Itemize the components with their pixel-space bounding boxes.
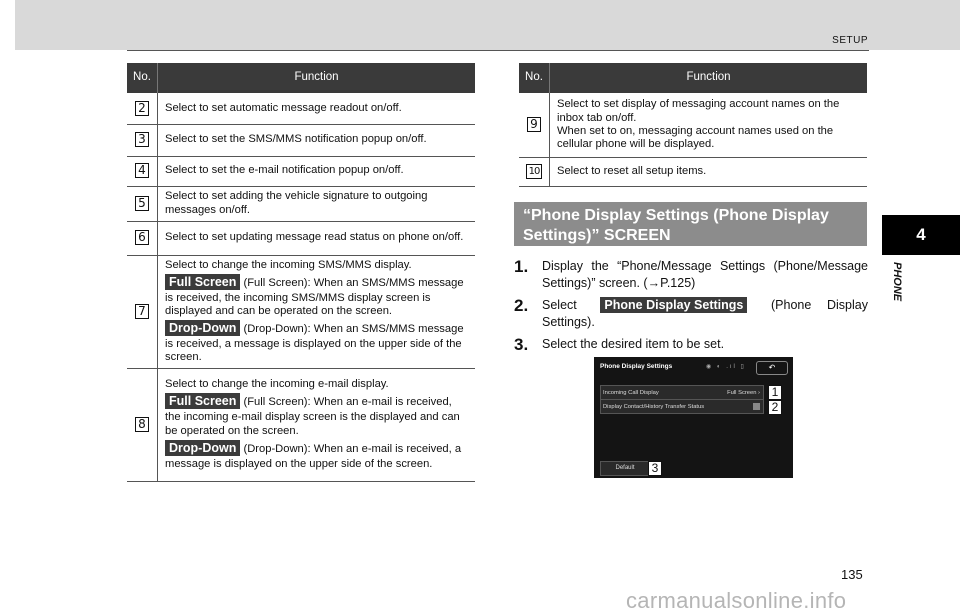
row-text: Select to set automatic message readout on/off. — [158, 93, 476, 124]
top-gray-bar — [15, 0, 960, 50]
step-number: 2. — [514, 296, 529, 315]
column-header-function: Function — [158, 63, 476, 93]
row-text: Select to set the e-mail notification popup on/off. — [158, 156, 476, 186]
row-label: Display Contact/History Transfer Status — [603, 404, 705, 410]
table-row — [127, 156, 475, 186]
option-text: (Drop-Down): When an SMS/MMS message is received, a message is displayed on the upper side of the screen. — [165, 323, 464, 364]
step-number: 1. — [514, 257, 529, 276]
display-transfer-status-row[interactable] — [600, 399, 764, 414]
status-icons: ◉ ◐ .ıl ▯ — [706, 364, 746, 370]
step-post: (Phone Display Settings). — [542, 298, 868, 329]
drop-down-button: Drop-Down — [165, 440, 240, 456]
row-text: Select to set the SMS/MMS notification popup on/off. — [158, 124, 476, 156]
callout-3: 3 — [648, 461, 662, 476]
checkbox-icon[interactable] — [753, 403, 760, 410]
option-text: (Full Screen): When an e-mail is received, the incoming e-mail display screen is the displayed and can be operated on the screen. — [165, 396, 460, 437]
step-item — [514, 297, 868, 331]
option-full-screen — [165, 272, 467, 318]
row-number: 6 — [135, 230, 149, 245]
phone-display-settings-button: Phone Display Settings — [600, 297, 747, 313]
drop-down-button: Drop-Down — [165, 320, 240, 336]
incoming-call-display-row[interactable] — [600, 385, 764, 400]
row-intro: Select to change the incoming e-mail display. — [165, 378, 389, 391]
steps-list — [514, 258, 868, 358]
table-row — [127, 186, 475, 221]
row-number: 8 — [135, 417, 149, 432]
step-text: Display the “Phone/Message Settings (Phone/Message Settings)” screen. (→P.125) — [542, 259, 868, 290]
section-header: SETUP — [832, 35, 868, 46]
row-text: Select to set adding the vehicle signature to outgoing messages on/off. — [158, 186, 476, 221]
screen-title: Phone Display Settings — [600, 363, 673, 370]
row-number: 3 — [135, 132, 149, 147]
phone-display-settings-screen — [594, 357, 793, 478]
callout-1: 1 — [768, 385, 782, 400]
row-number: 4 — [135, 163, 149, 178]
row-content — [158, 255, 476, 368]
default-button[interactable]: Default — [600, 461, 650, 476]
page-number: 135 — [841, 567, 863, 582]
watermark: carmanualsonline.info — [626, 588, 847, 613]
header-rule — [127, 50, 869, 51]
table-row — [127, 255, 475, 368]
row-number: 5 — [135, 196, 149, 211]
chapter-tab-label: PHONE — [891, 262, 903, 302]
table-row — [519, 93, 867, 157]
chapter-tab-number: 4 — [882, 215, 960, 255]
row-text: Select to set display of messaging account names on the inbox tab on/off. When set to on, messaging account names used on the cellular phone will be displayed. — [550, 93, 868, 157]
row-text: Select to reset all setup items. — [550, 157, 868, 186]
row-label: Incoming Call Display — [603, 390, 659, 396]
row-intro: Select to change the incoming SMS/MMS display. — [165, 258, 412, 271]
option-full-screen — [165, 391, 467, 437]
section-banner: “Phone Display Settings (Phone Display Settings)” SCREEN — [514, 202, 867, 246]
table-row — [127, 93, 475, 124]
row-number: 2 — [135, 101, 149, 116]
return-arrow-icon[interactable]: ↶ — [756, 361, 788, 375]
column-header-no: No. — [519, 63, 550, 93]
table-header-row — [127, 63, 475, 93]
full-screen-button: Full Screen — [165, 274, 240, 290]
column-header-function: Function — [550, 63, 868, 93]
option-drop-down — [165, 318, 467, 364]
column-header-no: No. — [127, 63, 158, 93]
table-row — [127, 368, 475, 481]
table-row — [127, 221, 475, 255]
table-row — [127, 124, 475, 156]
row-text: Select to set updating message read status on phone on/off. — [158, 221, 476, 255]
table-row — [519, 157, 867, 186]
row-number: 7 — [135, 304, 149, 319]
step-text: Select the desired item to be set. — [542, 337, 725, 351]
row-number: 9 — [527, 117, 541, 132]
row-number: 10 — [526, 164, 542, 179]
step-item — [514, 336, 868, 353]
callout-2: 2 — [768, 400, 782, 415]
step-item — [514, 258, 868, 292]
step-pre: Select — [542, 298, 593, 312]
step-text — [542, 297, 868, 331]
option-text: (Full Screen): When an SMS/MMS message is received, the incoming SMS/MMS display screen is displayed and can be operated on the screen. — [165, 276, 464, 317]
option-drop-down — [165, 438, 467, 471]
full-screen-button: Full Screen — [165, 393, 240, 409]
function-table-right — [519, 63, 867, 187]
row-value: Full Screen › — [727, 390, 760, 396]
function-table-left — [127, 63, 475, 482]
step-number: 3. — [514, 335, 529, 354]
option-text: (Drop-Down): When an e-mail is received, a message is displayed on the upper side of the screen. — [165, 442, 462, 470]
table-header-row — [519, 63, 867, 93]
row-content — [158, 368, 476, 481]
